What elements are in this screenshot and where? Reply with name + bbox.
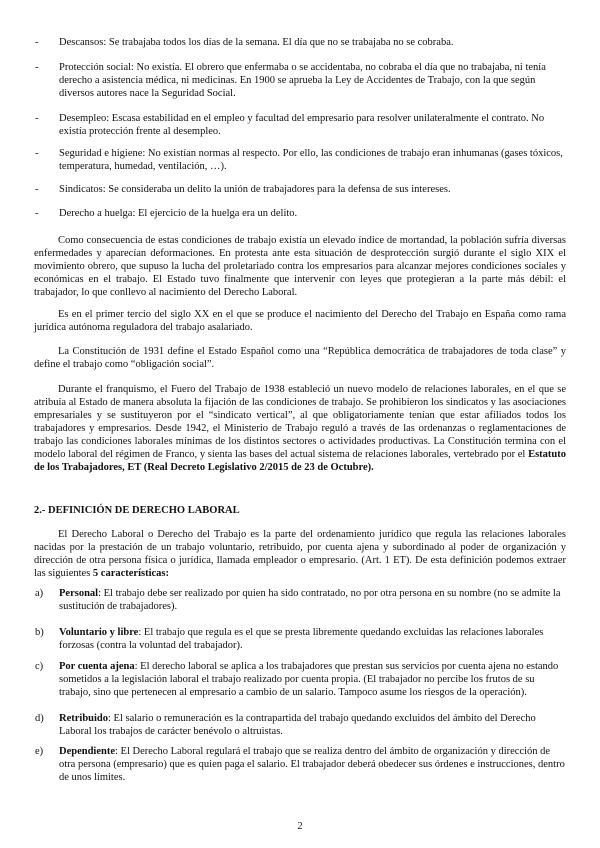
item-letter: c) (35, 661, 44, 672)
list-item (35, 61, 565, 100)
bullet-dash: - (35, 184, 39, 195)
paragraph-text: Durante el franquismo, el Fuero del Trabajo de 1938 estableció un nuevo modelo de relaciones laborales, en el que se atribuía al Estado de manera absoluta la fijación de las condiciones de trabajo. Se prohibieron los sindicatos y las asociaciones empresariales y se sustituyeron por el “sindicato vertical”, al que obligatoriamente tenían que estar afiliados todos los trabajadores y empresarios. Desde 1942, el Ministerio de Trabajo reguló a través de las ordenanzas o reglamentaciones de trabajo las condiciones laborales mínimas de los distintos sectores o actividades productivas. La Constitución termina con el modelo laboral del régimen de Franco, y sienta las bases del actual sistema de relaciones laborales, vertebrado por el (34, 384, 566, 460)
list-item (35, 147, 565, 173)
bullet-text: Desempleo: Escasa estabilidad en el empleo y facultad del empresario para resolver unilateralmente el contrato. No existía protección frente al desempleo. (59, 113, 545, 137)
list-item (35, 712, 565, 738)
item-letter: b) (35, 627, 44, 638)
paragraph-industrial-conditions: Como consecuencia de estas condiciones de trabajo existía un elevado índice de mortandad, la población sufría diversas enfermedades y aparecían deformaciones. En protesta ante esta situación de desprotección surgió durante el siglo XIX el movimiento obrero, que supuso la lucha del proletariado contra los empresarios para alcanzar mejores condiciones sociales y económicas en el trabajo. El Estado tuvo finalmente que intervenir con leyes que protegieran a la parte más débil: el trabajador, lo que conllevo al nacimiento del Derecho Laboral. (34, 235, 566, 298)
paragraph-20th-century: Es en el primer tercio del siglo XX en el que se produce el nacimiento del Derecho del Trabajo en España como rama jurídica autónoma reguladora del trabajo asalariado. (34, 309, 566, 333)
bullet-dash: - (35, 37, 39, 48)
paragraph-franquismo (34, 383, 566, 474)
paragraph-bold-text: 5 características: (92, 568, 170, 579)
list-item (35, 207, 565, 220)
item-text: : El trabajo debe ser realizado por quien ha sido contratado, no por otra persona en su nombre (no se admite la sustitución de trabajadores). (59, 588, 561, 612)
item-text: : El salario o remuneración es la contrapartida del trabajo quedando excluidos del ámbito del Derecho Laboral los trabajos de carácter benévolo o altruistas. (59, 713, 536, 737)
bullet-dash: - (35, 148, 39, 159)
list-item (35, 626, 565, 652)
paragraph-text: El Derecho Laboral o Derecho del Trabajo es la parte del ordenamiento jurídico que regula las relaciones laborales nacidas por la prestación de un trabajo voluntario, retribuido, por cuenta ajena y subordinado al poder de organización y dirección de otra persona física o jurídica, llamada empleador o empresario. (Art. 1 ET). De esta definición podemos extraer las siguientes (34, 529, 566, 579)
bullet-dash: - (35, 208, 39, 219)
item-text: : El Derecho Laboral regulará el trabajo que se realiza dentro del ámbito de organización y dirección de otra persona (empresario) que es quien paga el salario. El trabajador deberá obedecer sus órdenes e instrucciones, dentro de unos límites. (59, 746, 565, 783)
item-text: : El trabajo que regula es el que se presta libremente quedando excluidas las relaciones laborales forzosas (contra la voluntad del trabajador). (59, 627, 544, 651)
list-item (35, 183, 565, 196)
paragraph-bold-text: Estatuto de los Trabajadores, ET (Real Decreto Legislativo 2/2015 de 23 de Octubre). (34, 449, 566, 473)
item-letter: e) (35, 746, 44, 757)
list-item (35, 660, 565, 699)
bullet-text: Sindicatos: Se consideraba un delito la unión de trabajadores para la defensa de sus intereses. (59, 184, 451, 195)
list-item (35, 745, 565, 784)
bullet-dash: - (35, 113, 39, 124)
list-item (35, 587, 565, 613)
bullet-text: Protección social: No existía. El obrero que enfermaba o se accidentaba, no cobraba el día que no trabajaba, ni tenía derecho a asistencia médica, ni medicinas. En 1900 se aprueba la Ley de Accidentes de Trabajo, con la que según diversos autores nace la Seguridad Social. (59, 62, 546, 99)
paragraph-definition (34, 528, 566, 580)
item-term: Voluntario y libre (59, 627, 139, 638)
item-term: Por cuenta ajena (59, 661, 135, 672)
page-number: 2 (297, 821, 303, 832)
bullet-text: Seguridad e higiene: No existían normas al respecto. Por ello, las condiciones de trabajo eran inhumanas (gases tóxicos, temperatura, humedad, ventilación, …). (59, 148, 563, 172)
bullet-text: Derecho a huelga: El ejercicio de la huelga era un delito. (59, 208, 298, 219)
paragraph-constitution-1931: La Constitución de 1931 define el Estado Español como una “República democrática de trabajadores de toda clase” y define el trabajo como “obligación social”. (34, 346, 566, 370)
bullet-dash: - (35, 62, 39, 73)
item-term: Dependiente (59, 746, 115, 757)
section-heading: 2.- DEFINICIÓN DE DERECHO LABORAL (34, 505, 240, 516)
bullet-text: Descansos: Se trabajaba todos los días de la semana. El día que no se trabajaba no se cobraba. (59, 37, 454, 48)
item-letter: a) (35, 588, 44, 599)
item-text: : El derecho laboral se aplica a los trabajadores que prestan sus servicios por cuenta ajena no estando sometidos a la legislación laboral el trabajo realizado por cuenta propia. (El trabajador no percibe los frutos de su trabajo, sino que pertenecen al empresario a cambio de un salario. Tampoco asume los riesgos de la operación). (59, 661, 559, 698)
item-letter: d) (35, 713, 44, 724)
list-item (35, 112, 565, 138)
item-term: Personal (59, 588, 99, 599)
list-item (35, 36, 565, 49)
item-term: Retribuido (59, 713, 109, 724)
